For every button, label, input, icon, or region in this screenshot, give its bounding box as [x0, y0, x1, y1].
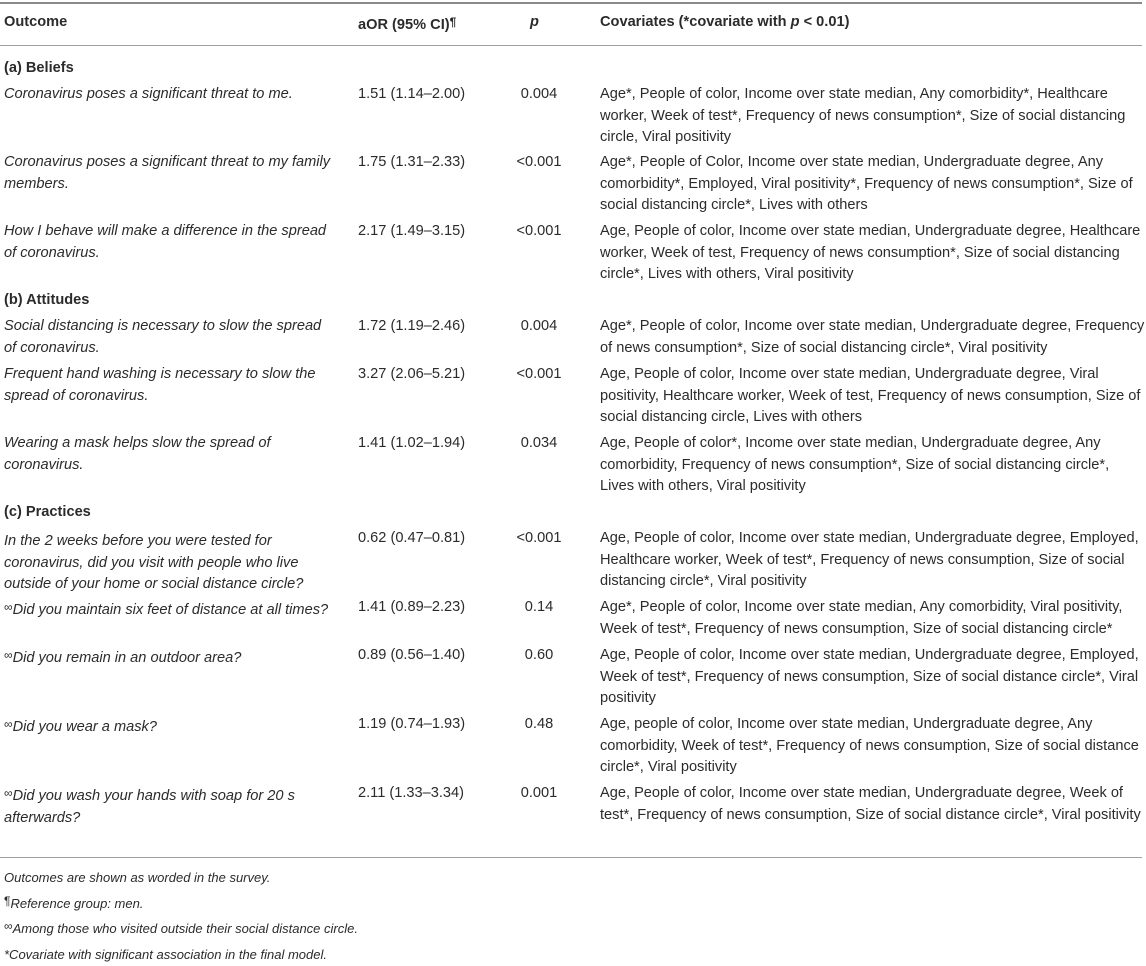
p-cell: <0.001	[516, 223, 562, 239]
header-outcome: Outcome	[4, 14, 68, 30]
outcome-text: Did you remain in an outdoor area?	[12, 650, 242, 666]
outcome-marker: ∞	[4, 648, 13, 662]
aor-cell: 3.27 (2.06–5.21)	[358, 366, 466, 382]
outcome-cell	[4, 645, 334, 670]
section-title-beliefs: (a) Beliefs	[4, 60, 74, 76]
outcome-text: Did you wear a mask?	[12, 719, 157, 735]
outcome-cell	[4, 783, 334, 829]
header-aor-mark: ¶	[449, 15, 457, 29]
footnote-mark: ¶	[4, 893, 11, 908]
footnote	[4, 915, 358, 941]
section-title-attitudes: (b) Attitudes	[4, 292, 90, 308]
header-covariates-pre: Covariates (*covariate with	[600, 14, 791, 30]
footnote-text: Outcomes are shown as worded in the survey.	[4, 870, 271, 885]
covariates-cell: Age*, People of Color, Income over state median, Undergraduate degree, Any comorbidity*, Employed, Viral positivity*, Frequency of news consumption*, Size of social distancing circle*, Lives with others	[600, 154, 1133, 213]
outcome-cell: Coronavirus poses a significant threat to me.	[4, 86, 293, 102]
covariates-cell: Age, People of color, Income over state median, Undergraduate degree, Viral positivity, Healthcare worker, Week of test, Frequency of news consumption, Size of social distancing circle, Lives with others	[600, 366, 1141, 425]
p-cell: <0.001	[516, 154, 562, 170]
aor-cell: 1.75 (1.31–2.33)	[358, 154, 466, 170]
header-aor-label: aOR (95% CI)	[358, 17, 450, 33]
aor-cell: 1.41 (0.89–2.23)	[358, 599, 466, 615]
outcome-cell: Coronavirus poses a significant threat to my family members.	[4, 154, 331, 192]
p-cell: 0.48	[524, 716, 554, 732]
outcome-marker: ∞	[4, 717, 13, 731]
outcome-text: In the 2 weeks before you were tested for coronavirus, did you visit with people who live outside of your home or social distance circle?	[4, 533, 304, 592]
p-cell: <0.001	[516, 530, 562, 546]
aor-cell: 1.72 (1.19–2.46)	[358, 318, 466, 334]
header-covariates-post: < 0.01)	[799, 14, 850, 30]
header-rule	[0, 45, 1142, 46]
footnote-text: Among those who visited outside their social distance circle.	[12, 921, 358, 937]
p-cell: 0.14	[524, 599, 554, 615]
covariates-cell: Age, People of color, Income over state median, Undergraduate degree, Week of test*, Frequency of news consumption, Size of social distance circle*, Viral positivity	[600, 785, 1141, 823]
aor-cell: 1.41 (1.02–1.94)	[358, 435, 466, 451]
covariates-cell: Age, People of color, Income over state median, Undergraduate degree, Healthcare worker, Week of test, Frequency of news consumption*, Size of social distancing circle*, Lives with others, Viral positivity	[600, 223, 1141, 282]
footnote-text: Reference group: men.	[10, 895, 144, 911]
footnote-text: *Covariate with significant association in the final model.	[4, 946, 328, 962]
outcome-marker: ∞	[4, 600, 13, 614]
header-covariates	[600, 12, 849, 34]
section-title-practices: (c) Practices	[4, 504, 91, 520]
header-aor	[358, 12, 456, 37]
table-bottom-rule	[0, 857, 1142, 858]
outcome-cell: Social distancing is necessary to slow the spread of coronavirus.	[4, 318, 322, 356]
outcome-text: Did you maintain six feet of distance at all times?	[12, 602, 329, 618]
outcome-cell: How I behave will make a difference in the spread of coronavirus.	[4, 223, 327, 261]
table-top-rule	[0, 2, 1142, 4]
outcome-cell: Wearing a mask helps slow the spread of coronavirus.	[4, 435, 271, 473]
footnote	[4, 864, 358, 890]
aor-cell: 0.62 (0.47–0.81)	[358, 530, 466, 546]
p-cell: 0.034	[520, 435, 558, 451]
p-cell: 0.004	[520, 86, 558, 102]
aor-cell: 2.17 (1.49–3.15)	[358, 223, 466, 239]
header-covariates-p: p	[790, 14, 800, 30]
aor-cell: 2.11 (1.33–3.34)	[358, 785, 465, 801]
covariates-cell: Age, People of color, Income over state median, Undergraduate degree, Employed, Week of test*, Frequency of news consumption, Size of social distance circle*, Viral positivity	[600, 647, 1139, 706]
outcome-cell	[4, 714, 334, 739]
footnote	[4, 890, 358, 916]
outcome-cell	[4, 597, 334, 622]
covariates-cell: Age*, People of color, Income over state median, Any comorbidity, Viral positivity, Week of test*, Frequency of news consumption, Size of social distancing circle*	[600, 599, 1123, 637]
covariates-cell: Age, People of color*, Income over state median, Undergraduate degree, Any comorbidity, Frequency of news consumption*, Size of social distancing circle*, Lives with others, Viral positivity	[600, 435, 1110, 494]
outcome-cell	[4, 528, 334, 596]
p-cell: 0.004	[520, 318, 558, 334]
outcome-text: Did you wash your hands with soap for 20 s afterwards?	[4, 788, 295, 826]
outcome-cell: Frequent hand washing is necessary to slow the spread of coronavirus.	[4, 366, 316, 404]
p-cell: 0.001	[520, 785, 558, 801]
footnote	[4, 941, 358, 966]
covariates-cell: Age, People of color, Income over state median, Undergraduate degree, Employed, Healthcare worker, Week of test*, Frequency of news consumption, Size of social distancing circle*, Viral positivity	[600, 530, 1139, 589]
covariates-cell: Age*, People of color, Income over state median, Undergraduate degree, Frequency of news consumption*, Size of social distancing circle*, Viral positivity	[600, 318, 1145, 356]
aor-cell: 1.19 (0.74–1.93)	[358, 716, 466, 732]
p-cell: <0.001	[516, 366, 562, 382]
footnotes	[4, 864, 358, 966]
covariates-cell: Age*, People of color, Income over state median, Any comorbidity*, Healthcare worker, Week of test*, Frequency of news consumption*, Size of social distancing circle, Viral positivity	[600, 86, 1126, 145]
footnote-mark: ∞	[4, 919, 13, 934]
covariates-cell: Age, people of color, Income over state median, Undergraduate degree, Any comorbidity, Week of test*, Frequency of news consumption, Size of social distance circle*, Viral positivity	[600, 716, 1139, 775]
outcome-marker: ∞	[4, 786, 13, 800]
aor-cell: 0.89 (0.56–1.40)	[358, 647, 466, 663]
header-p: p	[530, 14, 539, 30]
p-cell: 0.60	[524, 647, 554, 663]
aor-cell: 1.51 (1.14–2.00)	[358, 86, 466, 102]
